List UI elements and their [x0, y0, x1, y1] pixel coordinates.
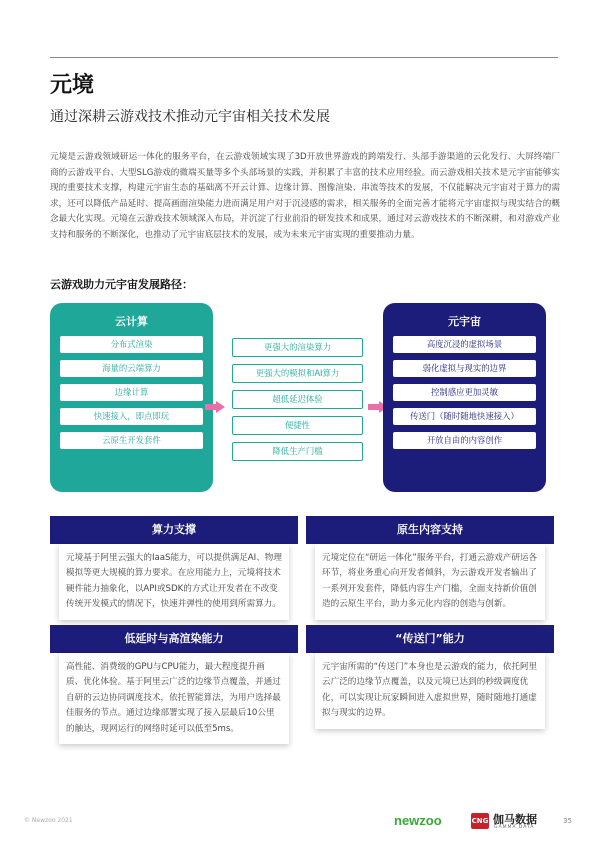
- card-low-latency: [50, 625, 298, 744]
- capability-item: 更强大的渲染算力: [232, 338, 363, 357]
- gamma-data-logo: [471, 810, 551, 834]
- capability-item: 便捷性: [232, 416, 363, 435]
- gamma-logo-text: 伽马数据: [493, 813, 537, 826]
- page-title: 元境: [50, 73, 95, 98]
- card-body: 元宇宙所需的“传送门”本身也是云游戏的能力，依托阿里云广泛的边缘节点覆盖，以及元境已达到的秒级调度优化，可以实现让玩家瞬间进入虚拟世界，随时随地打通虚拟与现实的边界。: [315, 653, 545, 729]
- card-body: 元境基于阿里云强大的IaaS能力，可以提供满足AI、物理模拟等更大规模的算力要求。在应用能力上，元境将技术硬件能力抽象化，以API或SDK的方式让开发者在不改变传统开发模式的情况下，快速并弹性的使用到所需算力。: [59, 544, 289, 620]
- card-native-content: [306, 516, 554, 620]
- newzoo-logo: newzoo: [394, 813, 442, 828]
- metaverse-item: 传送门（随时随地快速接入）: [393, 408, 536, 425]
- page-number: 35: [563, 817, 572, 825]
- capability-item: 更强大的模拟和AI算力: [232, 364, 363, 383]
- card-computing-power: [50, 516, 298, 620]
- copyright: © Newzoo 2021: [24, 817, 73, 824]
- card-title: “传送门”能力: [306, 625, 554, 653]
- cloud-item: 边缘计算: [60, 384, 203, 401]
- capability-item: 降低生产门槛: [232, 442, 363, 461]
- metaverse-panel: [383, 303, 546, 492]
- path-section-title: 云游戏助力元宇宙发展路径：: [50, 278, 193, 291]
- card-title: 算力支撑: [50, 516, 298, 544]
- card-body: 高性能、消费级的GPU与CPU能力，最大程度提升画质、优化体验。基于阿里云广泛的边缘节点覆盖，并通过自研的云边协同调度技术，依托智能算法，为用户选择最佳服务的节点。通过边缘部署实现了接入层最后10公里的触达，现网运行的网络时延可以低至5ms。: [59, 653, 289, 744]
- cloud-item: 云原生开发套件: [60, 432, 203, 449]
- metaverse-item: 开放自由的内容创作: [393, 432, 536, 449]
- gamma-logo-subtext: GAMMA DATA: [494, 825, 535, 830]
- arrow-right-icon: [205, 401, 225, 413]
- header-rule: [50, 57, 558, 58]
- card-body: 元境定位在“研运一体化”服务平台，打通云游戏产研运各环节，将业务重心向开发者倾斜，为云游戏开发者输出了一系列开发套件，降低内容生产门槛，全面支持新价值创造的云原生平台，助力多元化内容的创造与创新。: [315, 544, 545, 620]
- gamma-badge: CNG: [471, 813, 489, 829]
- capability-list: [232, 338, 363, 468]
- metaverse-item: 控制感应更加灵敏: [393, 384, 536, 401]
- capability-item: 超低延迟体验: [232, 390, 363, 409]
- metaverse-title: 元宇宙: [448, 315, 481, 328]
- page-subtitle: 通过深耕云游戏技术推动元宇宙相关技术发展: [50, 109, 330, 125]
- intro-paragraph: 元境是云游戏领域研运一体化的服务平台，在云游戏领域实现了3D开放世界游戏的跨端发行、头部手游渠道的云化发行、大屏终端厂商的云游戏平台、大型SLG游戏的微端买量等多个头部场景的实践，并积累了丰富的技术应用经验。而云游戏相关技术是元宇宙能够实现的重要技术支撑，构建元宇宙生态的基础离不开云计算、边缘计算、图像渲染、串流等技术的发展，不仅能解决元宇宙对于算力的需求，还可以降低产品延时、提高画面渲染能力进而满足用户对于沉浸感的需求，相关服务的全面完善才能将元宇宙虚拟与现实结合的概念最大化实现。元境在云游戏技术领域深入布局，并沉淀了行业前沿的研发技术和成果，通过对云游戏技术的不断深耕，和对游戏产业支持和服务的不断深化，也推动了元宇宙底层技术的发展，成为未来元宇宙实现的重要推动力量。: [50, 152, 560, 240]
- metaverse-item: 高度沉浸的虚拟场景: [393, 336, 536, 353]
- cloud-computing-panel: [50, 303, 213, 492]
- card-portal: [306, 625, 554, 729]
- card-title: 低延时与高渲染能力: [50, 625, 298, 653]
- metaverse-item: 弱化虚拟与现实的边界: [393, 360, 536, 377]
- cloud-item: 分布式渲染: [60, 336, 203, 353]
- cloud-computing-title: 云计算: [115, 315, 148, 328]
- cloud-item: 快速接入，即点即玩: [60, 408, 203, 425]
- card-title: 原生内容支持: [306, 516, 554, 544]
- cloud-item: 海量的云端算力: [60, 360, 203, 377]
